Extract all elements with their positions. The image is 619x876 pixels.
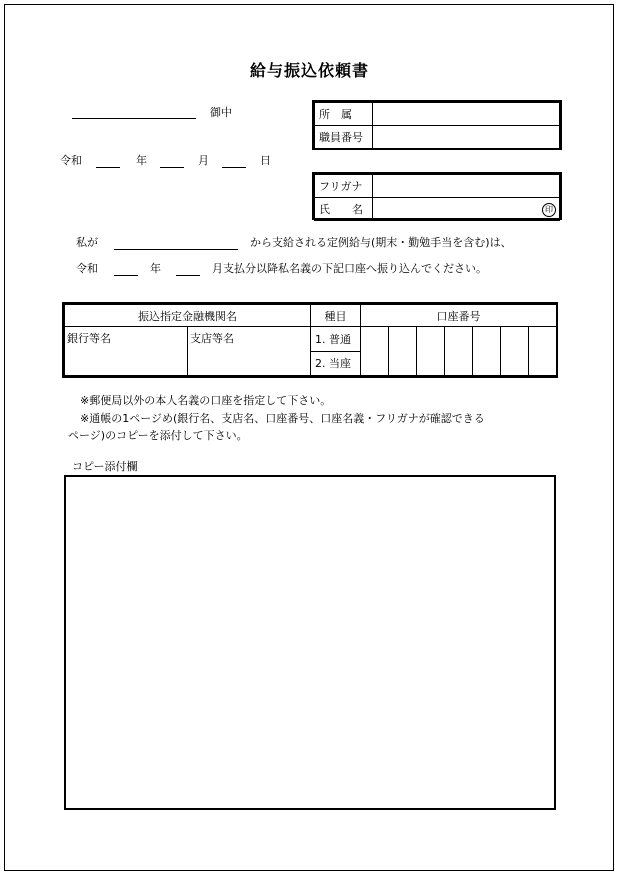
date-month-label: 月 <box>198 154 209 167</box>
start-year-field[interactable] <box>114 275 138 276</box>
request-line2-text: 月支払分以降私名義の下記口座へ振り込んでください。 <box>212 262 487 275</box>
note-2: ※通帳の1ページめ(銀行名、支店名、口座番号、口座名義・フリガナが確認できる <box>80 412 485 425</box>
date-year-label: 年 <box>136 154 147 167</box>
account-digit-7[interactable] <box>529 327 557 376</box>
furigana-label: フリガナ <box>315 175 373 198</box>
account-digit-5[interactable] <box>473 327 501 376</box>
account-digit-6[interactable] <box>501 327 529 376</box>
date-month-field[interactable] <box>160 167 184 168</box>
start-month-field[interactable] <box>176 275 200 276</box>
note-3: ページ)のコピーを添付して下さい。 <box>68 429 248 442</box>
date-era: 令和 <box>60 154 82 167</box>
copy-attachment-area[interactable] <box>64 475 556 810</box>
date-year-field[interactable] <box>96 167 120 168</box>
affiliation-field[interactable] <box>373 103 560 126</box>
date-day-field[interactable] <box>222 167 246 168</box>
account-number-header: 口座番号 <box>361 305 557 327</box>
bank-name-label: 銀行等名 <box>67 332 111 346</box>
type-checking-option[interactable]: 2. 当座 <box>311 351 361 375</box>
account-digit-1[interactable] <box>361 327 389 376</box>
start-era: 令和 <box>76 262 98 275</box>
type-ordinary-option[interactable]: 1. 普通 <box>311 327 361 351</box>
furigana-field[interactable] <box>373 175 560 198</box>
branch-name-label: 支店等名 <box>190 332 234 346</box>
addressee-field[interactable] <box>72 118 196 119</box>
account-digit-3[interactable] <box>417 327 445 376</box>
name-label: 氏 名 <box>315 198 373 221</box>
seal-icon: 印 <box>542 203 556 217</box>
request-prefix: 私が <box>76 236 98 249</box>
affiliation-box <box>312 100 562 150</box>
start-year-label: 年 <box>150 262 161 275</box>
branch-name-field[interactable] <box>188 327 311 376</box>
date-day-label: 日 <box>260 154 271 167</box>
copy-area-label: コピー添付欄 <box>72 460 138 473</box>
bank-name-field[interactable] <box>65 327 188 376</box>
account-digit-2[interactable] <box>389 327 417 376</box>
staff-number-field[interactable] <box>373 126 560 149</box>
institution-header: 振込指定金融機関名 <box>65 305 311 327</box>
addressee-suffix: 御中 <box>210 106 232 119</box>
affiliation-label: 所 属 <box>315 103 373 126</box>
name-box <box>312 172 562 220</box>
bank-account-table <box>62 302 558 378</box>
staff-number-label: 職員番号 <box>315 126 373 149</box>
name-field[interactable] <box>373 198 560 221</box>
request-line1-text: から支給される定例給与(期末・勤勉手当を含む)は、 <box>250 236 512 249</box>
account-digit-4[interactable] <box>445 327 473 376</box>
type-header: 種目 <box>311 305 361 327</box>
form-title: 給与振込依頼書 <box>249 61 369 80</box>
note-1: ※郵便局以外の本人名義の口座を指定して下さい。 <box>80 394 332 407</box>
employer-field[interactable] <box>114 249 238 250</box>
